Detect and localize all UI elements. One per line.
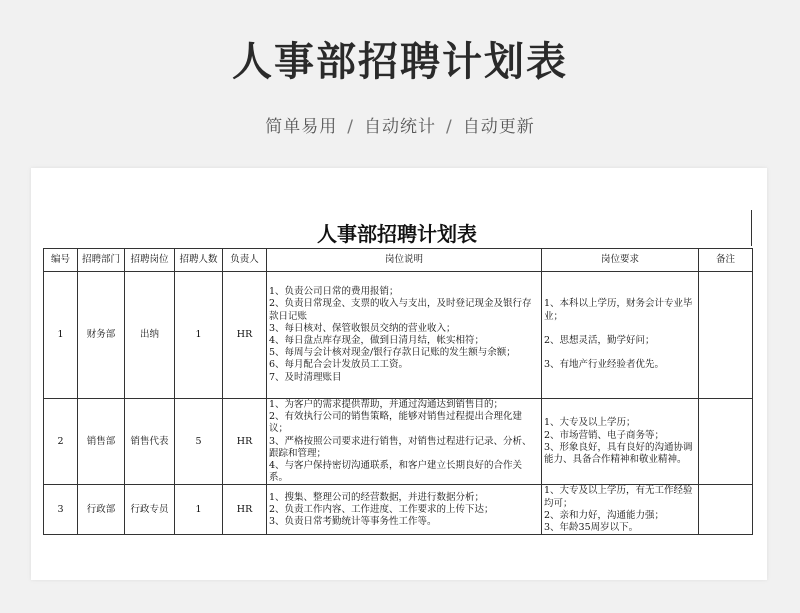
- desc-line: 2、负责日常现金、支票的收入与支出，及时登记现金及银行存款日记账: [269, 298, 532, 322]
- desc-line: 1、搜集、整理公司的经营数据，并进行数据分析；: [269, 491, 485, 503]
- desc-line: 3、严格按照公司要求进行销售，对销售过程进行记录、分析、跟踪和管理；: [269, 435, 532, 459]
- cell-remark: [699, 485, 753, 535]
- feature-separator: /: [446, 117, 453, 137]
- feature-auto-update: 自动更新: [462, 117, 535, 137]
- feature-separator: /: [347, 117, 354, 137]
- req-line: 1、大专及以上学历，有无工作经验均可；: [544, 485, 693, 509]
- cell-owner: HR: [223, 485, 267, 535]
- cell-no: 1: [44, 272, 78, 399]
- cell-dept: 行政部: [78, 485, 125, 535]
- header-requirements: 岗位要求: [542, 249, 699, 272]
- req-line: 3、有地产行业经验者优先。: [544, 359, 665, 371]
- cell-description: [267, 485, 542, 535]
- desc-line: 4、每日盘点库存现金，做到日清月结，帐实相符；: [269, 335, 485, 346]
- desc-line: 1、负责公司日常的费用报销；: [269, 286, 399, 298]
- cell-dept: 销售部: [78, 399, 125, 485]
- document-title: 人事部招聘计划表: [317, 222, 477, 246]
- recruitment-plan-table: [43, 248, 753, 535]
- cell-position: 行政专员: [125, 485, 175, 535]
- desc-line: 2、有效执行公司的销售策略，能够对销售过程提出合理化建议；: [269, 411, 523, 435]
- req-line: 1、大专及以上学历；: [544, 417, 636, 429]
- header-position: 招聘岗位: [125, 249, 175, 272]
- req-line: 3、形象良好，具有良好的沟通协调能力、具备合作精神和敬业精神。: [544, 441, 693, 465]
- header-remark: 备注: [699, 249, 753, 272]
- req-line: 2、思想灵活，勤学好问；: [544, 335, 655, 346]
- desc-line: 3、每日核对、保管收银员交纳的营业收入；: [269, 322, 456, 334]
- cell-position: 销售代表: [125, 399, 175, 485]
- cell-count: 5: [175, 399, 223, 485]
- desc-line: 6、每月配合会计发放员工工资。: [269, 359, 409, 371]
- table-header-row: [44, 249, 753, 272]
- req-line: 2、亲和力好，沟通能力强；: [544, 509, 665, 521]
- cell-position: 出纳: [125, 272, 175, 399]
- req-spacer: [544, 323, 696, 335]
- feature-auto-stat: 自动统计: [364, 117, 436, 137]
- cell-requirements: [542, 399, 699, 485]
- req-line: 3、年龄35周岁以下。: [544, 522, 639, 534]
- req-line: 1、本科以上学历，财务会计专业毕业；: [544, 298, 693, 322]
- cell-no: 3: [44, 485, 78, 535]
- header-no: 编号: [44, 249, 78, 272]
- cell-owner: HR: [223, 399, 267, 485]
- cell-owner: HR: [223, 272, 267, 399]
- cell-dept: 财务部: [78, 272, 125, 399]
- desc-line: 3、负责日常考勤统计等事务性工作等。: [269, 515, 437, 527]
- header-count: 招聘人数: [175, 249, 223, 272]
- banner-subtitle: [0, 112, 800, 137]
- cell-remark: [699, 272, 753, 399]
- cell-count: 1: [175, 485, 223, 535]
- header-owner: 负责人: [223, 249, 267, 272]
- table-row: [44, 272, 753, 399]
- req-spacer: [544, 347, 696, 359]
- desc-line: 2、负责工作内容、工作进度、工作要求的上传下达；: [269, 503, 494, 515]
- cell-count: 1: [175, 272, 223, 399]
- sheet-right-border: [751, 210, 752, 246]
- desc-line: 7、及时清理账目: [269, 371, 342, 383]
- desc-line: 5、每周与会计核对现金/银行存款日记账的发生额与余额；: [269, 347, 516, 359]
- cell-no: 2: [44, 399, 78, 485]
- header-description: 岗位说明: [267, 249, 542, 272]
- cell-description: [267, 272, 542, 399]
- cell-requirements: [542, 272, 699, 399]
- cell-requirements: [542, 485, 699, 535]
- table-row: [44, 399, 753, 485]
- feature-easy: 简单易用: [265, 117, 338, 137]
- req-line: 2、市场营销、电子商务等；: [544, 429, 665, 441]
- desc-line: 1、为客户的需求提供帮助，并通过沟通达到销售目的；: [269, 399, 504, 410]
- cell-description: [267, 399, 542, 485]
- cell-remark: [699, 399, 753, 485]
- spreadsheet-preview: [31, 168, 767, 580]
- header-dept: 招聘部门: [78, 249, 125, 272]
- table-row: [44, 485, 753, 535]
- desc-line: 4、与客户保持密切沟通联系，和客户建立长期良好的合作关系。: [269, 460, 523, 484]
- banner-title: 人事部招聘计划表: [232, 39, 568, 85]
